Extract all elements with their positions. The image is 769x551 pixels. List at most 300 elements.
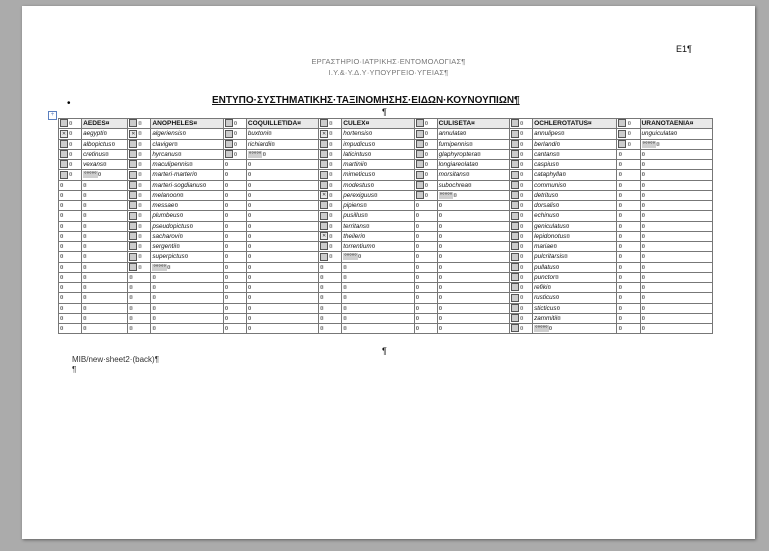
species-checkbox[interactable] xyxy=(416,130,424,138)
cell-end-mark: ¤ xyxy=(69,161,73,169)
cell-end-mark: ¤ xyxy=(233,120,238,128)
species-checkbox[interactable] xyxy=(129,181,137,189)
table-row xyxy=(59,139,713,149)
species-checkbox[interactable] xyxy=(511,273,519,281)
species-checkbox[interactable] xyxy=(416,140,424,148)
species-checkbox[interactable] xyxy=(320,222,328,230)
cell-end-mark: ¤ xyxy=(519,273,524,281)
cell-end-mark: ¤ xyxy=(519,253,524,261)
species-checkbox-cell xyxy=(59,149,82,159)
species-name: communis¤ xyxy=(533,180,617,190)
cell-end-mark: ¤ xyxy=(329,253,333,261)
species-checkbox-cell xyxy=(319,231,342,241)
empty-cell: ¤ xyxy=(640,221,712,231)
empty-cell: ¤ xyxy=(437,303,509,313)
empty-cell: ¤ xyxy=(414,201,437,211)
empty-cell: ¤ xyxy=(151,293,223,303)
cell-end-mark: ¤ xyxy=(627,120,631,128)
genus-checkbox-cell xyxy=(414,119,437,129)
empty-cell: ¤ xyxy=(128,303,151,313)
species-checkbox-cell xyxy=(319,149,342,159)
empty-cell: ¤ xyxy=(617,283,640,293)
other-species-input[interactable]: °°°°° xyxy=(535,325,548,333)
species-checkbox-cell xyxy=(509,283,532,293)
cell-end-mark: ¤ xyxy=(329,181,333,189)
empty-cell: ¤ xyxy=(617,303,640,313)
empty-cell: ¤ xyxy=(617,262,640,272)
empty-cell: ¤ xyxy=(82,303,128,313)
empty-cell: ¤ xyxy=(59,272,82,282)
empty-cell: ¤ xyxy=(246,293,318,303)
species-checkbox[interactable] xyxy=(511,263,519,271)
cell-end-mark: ¤ xyxy=(424,150,429,158)
cell-end-mark: ¤ xyxy=(329,191,333,199)
empty-cell: ¤ xyxy=(82,231,128,241)
genus-checkbox[interactable] xyxy=(320,119,328,127)
species-checkbox[interactable] xyxy=(511,140,519,148)
cell-end-mark: ¤ xyxy=(138,191,142,199)
species-checkbox[interactable] xyxy=(511,171,519,179)
species-checkbox[interactable] xyxy=(320,212,328,220)
empty-cell: ¤ xyxy=(342,293,414,303)
table-row xyxy=(59,190,713,200)
genus-checkbox[interactable] xyxy=(511,119,519,127)
empty-cell: ¤ xyxy=(246,180,318,190)
cell-end-mark: ¤ xyxy=(519,212,524,220)
species-checkbox-cell xyxy=(319,242,342,252)
empty-cell: ¤ xyxy=(640,242,712,252)
species-checkbox[interactable] xyxy=(129,130,137,138)
cell-end-mark: ¤ xyxy=(424,161,429,169)
species-checkbox[interactable] xyxy=(129,253,137,261)
species-checkbox[interactable] xyxy=(129,201,137,209)
cell-end-mark: ¤ xyxy=(233,150,238,158)
empty-cell: ¤ xyxy=(617,201,640,211)
empty-cell: ¤ xyxy=(59,190,82,200)
species-checkbox[interactable] xyxy=(129,242,137,250)
empty-cell: ¤ xyxy=(640,252,712,262)
species-checkbox[interactable] xyxy=(320,171,328,179)
cell-end-mark: ¤ xyxy=(519,171,524,179)
empty-cell: ¤ xyxy=(437,252,509,262)
species-name: caspius¤ xyxy=(533,160,617,170)
cell-end-mark: ¤ xyxy=(329,212,333,220)
empty-cell: ¤ xyxy=(414,231,437,241)
species-checkbox[interactable] xyxy=(511,304,519,312)
empty-cell: ¤ xyxy=(223,201,246,211)
empty-cell: ¤ xyxy=(59,324,82,334)
cell-end-mark: ¤ xyxy=(519,294,524,302)
species-name: mimeticus¤ xyxy=(342,170,414,180)
species-checkbox-cell xyxy=(223,139,246,149)
empty-cell: ¤ xyxy=(246,242,318,252)
empty-cell: ¤ xyxy=(640,180,712,190)
species-name: refiki¤ xyxy=(533,283,617,293)
empty-cell: ¤ xyxy=(223,242,246,252)
species-name: algeriensis¤ xyxy=(151,129,223,139)
empty-cell: ¤ xyxy=(246,252,318,262)
species-name: °°°°°¤ xyxy=(151,262,223,272)
other-species-input[interactable]: °°°°° xyxy=(642,140,656,148)
species-checkbox-cell xyxy=(128,139,151,149)
genus-checkbox[interactable] xyxy=(618,119,626,127)
empty-cell: ¤ xyxy=(128,272,151,282)
species-checkbox-cell xyxy=(128,180,151,190)
species-name: echinus¤ xyxy=(533,211,617,221)
cell-end-mark: ¤ xyxy=(329,150,333,158)
species-checkbox-cell xyxy=(59,129,82,139)
empty-cell: ¤ xyxy=(128,283,151,293)
species-checkbox-cell xyxy=(319,211,342,221)
empty-cell: ¤ xyxy=(342,303,414,313)
species-checkbox[interactable] xyxy=(129,212,137,220)
species-name: glaphyroptera¤ xyxy=(437,149,509,159)
empty-cell: ¤ xyxy=(223,272,246,282)
species-name: richiardii¤ xyxy=(246,139,318,149)
species-checkbox[interactable] xyxy=(129,150,137,158)
species-checkbox[interactable] xyxy=(511,294,519,302)
species-checkbox-cell xyxy=(509,221,532,231)
species-checkbox-cell xyxy=(509,231,532,241)
table-row xyxy=(59,180,713,190)
empty-cell: ¤ xyxy=(82,221,128,231)
empty-cell: ¤ xyxy=(59,262,82,272)
species-checkbox-cell xyxy=(509,170,532,180)
species-checkbox-cell xyxy=(128,221,151,231)
species-checkbox[interactable] xyxy=(511,181,519,189)
cell-end-mark: ¤ xyxy=(424,171,429,179)
genus-checkbox[interactable] xyxy=(60,119,68,127)
species-checkbox-cell xyxy=(319,129,342,139)
species-checkbox[interactable] xyxy=(225,130,233,138)
empty-cell: ¤ xyxy=(319,313,342,323)
other-species-input[interactable]: °°°°° xyxy=(439,191,453,199)
species-name: maculipennis¤ xyxy=(151,160,223,170)
empty-cell: ¤ xyxy=(437,272,509,282)
empty-cell: ¤ xyxy=(128,313,151,323)
cell-end-mark: ¤ xyxy=(138,140,142,148)
empty-cell: ¤ xyxy=(246,283,318,293)
species-checkbox[interactable] xyxy=(416,171,424,179)
table-move-handle-icon[interactable]: + xyxy=(48,111,57,120)
species-name: marteri·marteri¤ xyxy=(151,170,223,180)
empty-cell: ¤ xyxy=(319,303,342,313)
species-checkbox[interactable] xyxy=(320,181,328,189)
other-species-input[interactable]: °°°°° xyxy=(153,263,166,271)
species-checkbox-cell xyxy=(319,190,342,200)
genus-checkbox-cell xyxy=(223,119,246,129)
species-checkbox[interactable] xyxy=(60,140,68,148)
species-checkbox[interactable] xyxy=(511,324,519,332)
species-checkbox-cell xyxy=(509,293,532,303)
cell-end-mark: ¤ xyxy=(519,243,524,251)
species-checkbox[interactable] xyxy=(320,242,328,250)
species-name: lepidonotus¤ xyxy=(533,231,617,241)
species-name: °°°°°¤ xyxy=(533,324,617,334)
empty-cell: ¤ xyxy=(59,303,82,313)
species-name: pusillus¤ xyxy=(342,211,414,221)
species-name: impudicus¤ xyxy=(342,139,414,149)
species-name: berlandi¤ xyxy=(533,139,617,149)
species-checkbox[interactable] xyxy=(60,130,68,138)
species-checkbox[interactable] xyxy=(511,150,519,158)
empty-cell: ¤ xyxy=(82,201,128,211)
species-checkbox[interactable] xyxy=(618,140,626,148)
empty-cell: ¤ xyxy=(151,283,223,293)
species-checkbox[interactable] xyxy=(416,191,424,199)
species-checkbox[interactable] xyxy=(129,232,137,240)
species-checkbox-cell xyxy=(319,221,342,231)
species-checkbox[interactable] xyxy=(320,150,328,158)
species-name: geniculatus¤ xyxy=(533,221,617,231)
species-checkbox[interactable] xyxy=(225,150,233,158)
species-checkbox[interactable] xyxy=(511,201,519,209)
genus-checkbox-cell xyxy=(617,119,640,129)
empty-cell: ¤ xyxy=(640,324,712,334)
genus-header: URANOTAENIA¤ xyxy=(640,119,712,129)
species-name: °°°°°¤ xyxy=(437,190,509,200)
empty-cell: ¤ xyxy=(640,262,712,272)
cell-end-mark: ¤ xyxy=(329,222,333,230)
table-row xyxy=(59,129,713,139)
header-ministry: Ι.Υ.&·Υ.Δ.Υ·ΥΠΟΥΡΓΕΙΟ·ΥΓΕΙΑΣ¶ xyxy=(328,68,449,77)
empty-cell: ¤ xyxy=(617,170,640,180)
empty-cell: ¤ xyxy=(223,283,246,293)
species-name: mariae¤ xyxy=(533,242,617,252)
empty-cell: ¤ xyxy=(640,201,712,211)
species-checkbox-cell xyxy=(509,324,532,334)
species-name: albopictus¤ xyxy=(82,139,128,149)
empty-cell: ¤ xyxy=(617,293,640,303)
table-row xyxy=(59,324,713,334)
species-name: pseudopictus¤ xyxy=(151,221,223,231)
species-checkbox[interactable] xyxy=(511,160,519,168)
species-checkbox[interactable] xyxy=(129,222,137,230)
cell-end-mark: ¤ xyxy=(329,243,333,251)
species-name: sacharovi¤ xyxy=(151,231,223,241)
species-name: morsitans¤ xyxy=(437,170,509,180)
empty-cell: ¤ xyxy=(414,242,437,252)
species-checkbox[interactable] xyxy=(511,232,519,240)
species-name: buxtoni¤ xyxy=(246,129,318,139)
empty-cell: ¤ xyxy=(82,313,128,323)
species-checkbox[interactable] xyxy=(129,160,137,168)
empty-cell: ¤ xyxy=(59,313,82,323)
species-name: messae¤ xyxy=(151,201,223,211)
species-name: annulipes¤ xyxy=(533,129,617,139)
species-checkbox[interactable] xyxy=(320,140,328,148)
species-name: longiareolata¤ xyxy=(437,160,509,170)
species-checkbox[interactable] xyxy=(511,242,519,250)
cell-end-mark: ¤ xyxy=(138,263,142,271)
empty-cell: ¤ xyxy=(319,293,342,303)
empty-cell: ¤ xyxy=(342,313,414,323)
species-checkbox[interactable] xyxy=(511,191,519,199)
species-name: pullatus¤ xyxy=(533,262,617,272)
species-checkbox[interactable] xyxy=(416,181,424,189)
cell-end-mark: ¤ xyxy=(138,130,142,138)
table-row xyxy=(59,170,713,180)
empty-cell: ¤ xyxy=(414,252,437,262)
empty-cell: ¤ xyxy=(617,211,640,221)
empty-cell: ¤ xyxy=(617,180,640,190)
cell-end-mark: ¤ xyxy=(329,171,333,179)
species-checkbox-cell xyxy=(319,139,342,149)
footer-reference: MIB/new·sheet2·(back)¶ xyxy=(72,355,159,364)
empty-cell: ¤ xyxy=(617,324,640,334)
empty-cell: ¤ xyxy=(437,283,509,293)
species-checkbox-cell xyxy=(128,129,151,139)
empty-cell: ¤ xyxy=(617,160,640,170)
species-checkbox-cell xyxy=(509,201,532,211)
species-checkbox[interactable] xyxy=(129,263,137,271)
cell-end-mark: ¤ xyxy=(69,171,73,179)
species-name: °°°°°¤ xyxy=(246,149,318,159)
table-row xyxy=(59,272,713,282)
species-checkbox-cell xyxy=(128,262,151,272)
empty-cell: ¤ xyxy=(82,272,128,282)
species-checkbox[interactable] xyxy=(129,171,137,179)
empty-cell: ¤ xyxy=(414,324,437,334)
empty-cell: ¤ xyxy=(246,303,318,313)
species-checkbox[interactable] xyxy=(60,150,68,158)
species-checkbox-cell xyxy=(509,149,532,159)
empty-cell: ¤ xyxy=(82,190,128,200)
species-checkbox[interactable] xyxy=(129,191,137,199)
species-checkbox[interactable] xyxy=(320,130,328,138)
species-name: cretinus¤ xyxy=(82,149,128,159)
species-checkbox-cell xyxy=(319,201,342,211)
species-name: unguiculata¤ xyxy=(640,129,712,139)
empty-cell: ¤ xyxy=(414,293,437,303)
species-name: perexiguus¤ xyxy=(342,190,414,200)
cell-end-mark: ¤ xyxy=(138,232,142,240)
species-name: sergentii¤ xyxy=(151,242,223,252)
species-checkbox[interactable] xyxy=(225,140,233,148)
cell-end-mark: ¤ xyxy=(138,120,142,128)
empty-cell: ¤ xyxy=(437,293,509,303)
cell-end-mark: ¤ xyxy=(519,314,524,322)
other-species-input[interactable]: °°°°° xyxy=(344,253,357,261)
empty-cell: ¤ xyxy=(640,149,712,159)
cell-end-mark: ¤ xyxy=(519,150,524,158)
species-checkbox[interactable] xyxy=(60,171,68,179)
cell-end-mark: ¤ xyxy=(138,181,142,189)
other-species-input[interactable]: °°°°° xyxy=(84,171,97,179)
empty-cell: ¤ xyxy=(342,262,414,272)
cell-end-mark: ¤ xyxy=(69,130,73,138)
empty-cell: ¤ xyxy=(414,211,437,221)
empty-cell: ¤ xyxy=(223,180,246,190)
empty-cell: ¤ xyxy=(246,190,318,200)
cell-end-mark: ¤ xyxy=(424,181,429,189)
empty-cell: ¤ xyxy=(246,170,318,180)
page-number: E1¶ xyxy=(676,44,692,54)
empty-cell: ¤ xyxy=(414,272,437,282)
empty-cell: ¤ xyxy=(414,283,437,293)
empty-cell: ¤ xyxy=(82,252,128,262)
empty-cell: ¤ xyxy=(640,160,712,170)
species-checkbox[interactable] xyxy=(416,160,424,168)
empty-cell: ¤ xyxy=(319,272,342,282)
species-name: cataphylla¤ xyxy=(533,170,617,180)
species-checkbox[interactable] xyxy=(60,160,68,168)
genus-checkbox[interactable] xyxy=(129,119,137,127)
empty-cell: ¤ xyxy=(82,242,128,252)
species-checkbox[interactable] xyxy=(320,160,328,168)
species-checkbox-cell xyxy=(509,190,532,200)
empty-cell: ¤ xyxy=(59,221,82,231)
genus-checkbox[interactable] xyxy=(225,119,233,127)
genus-checkbox[interactable] xyxy=(416,119,424,127)
empty-cell: ¤ xyxy=(246,324,318,334)
species-name: detritus¤ xyxy=(533,190,617,200)
cell-end-mark: ¤ xyxy=(138,253,142,261)
species-checkbox[interactable] xyxy=(511,314,519,322)
species-checkbox[interactable] xyxy=(320,201,328,209)
species-checkbox[interactable] xyxy=(511,222,519,230)
species-checkbox[interactable] xyxy=(511,130,519,138)
species-name: °°°°°¤ xyxy=(82,170,128,180)
species-checkbox-cell xyxy=(414,190,437,200)
table-row xyxy=(59,231,713,241)
species-checkbox-cell xyxy=(319,170,342,180)
species-checkbox-cell xyxy=(509,180,532,190)
cell-end-mark: ¤ xyxy=(138,150,142,158)
species-checkbox-cell xyxy=(509,272,532,282)
empty-cell: ¤ xyxy=(617,252,640,262)
empty-cell: ¤ xyxy=(640,211,712,221)
species-checkbox-cell xyxy=(223,149,246,159)
cell-end-mark: ¤ xyxy=(519,304,524,312)
species-checkbox-cell xyxy=(509,252,532,262)
species-checkbox-cell xyxy=(414,160,437,170)
table-row xyxy=(59,313,713,323)
species-checkbox-cell xyxy=(59,170,82,180)
empty-cell: ¤ xyxy=(151,313,223,323)
empty-cell: ¤ xyxy=(617,242,640,252)
empty-cell: ¤ xyxy=(223,160,246,170)
table-row xyxy=(59,242,713,252)
species-name: rusticus¤ xyxy=(533,293,617,303)
species-checkbox-cell xyxy=(128,231,151,241)
species-checkbox[interactable] xyxy=(129,140,137,148)
species-checkbox-cell xyxy=(128,211,151,221)
species-checkbox-cell xyxy=(509,303,532,313)
cell-end-mark: ¤ xyxy=(519,263,524,271)
empty-cell: ¤ xyxy=(319,283,342,293)
species-checkbox[interactable] xyxy=(320,232,328,240)
species-checkbox[interactable] xyxy=(511,253,519,261)
cell-end-mark: ¤ xyxy=(233,140,238,148)
species-checkbox[interactable] xyxy=(618,130,626,138)
empty-cell: ¤ xyxy=(59,242,82,252)
cell-end-mark: ¤ xyxy=(424,130,429,138)
species-name: aegypti¤ xyxy=(82,129,128,139)
empty-cell: ¤ xyxy=(82,180,128,190)
species-checkbox[interactable] xyxy=(320,253,328,261)
species-checkbox[interactable] xyxy=(320,191,328,199)
species-name: subochrea¤ xyxy=(437,180,509,190)
species-checkbox[interactable] xyxy=(511,283,519,291)
other-species-input[interactable]: °°°°° xyxy=(248,150,262,158)
cell-end-mark: ¤ xyxy=(519,284,524,292)
species-checkbox[interactable] xyxy=(511,212,519,220)
footer-paragraph-mark: ¶ xyxy=(72,365,77,374)
species-checkbox[interactable] xyxy=(416,150,424,158)
species-checkbox-cell xyxy=(319,160,342,170)
cell-end-mark: ¤ xyxy=(329,232,333,240)
